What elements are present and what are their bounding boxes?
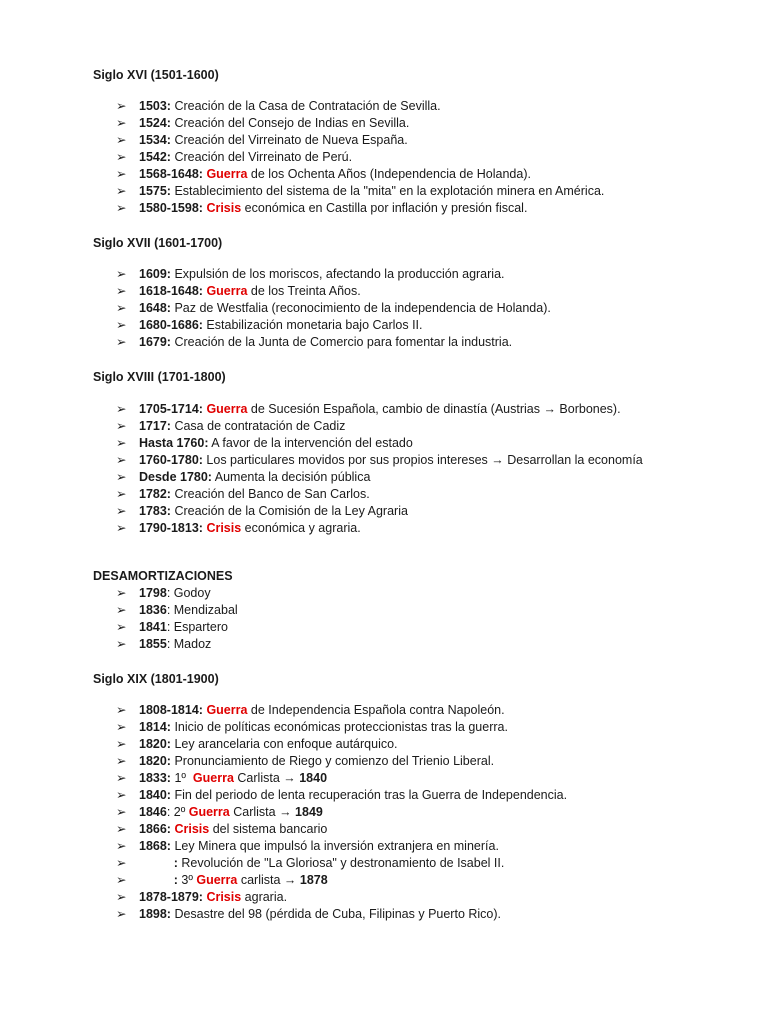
bullet-arrow-icon: ➢	[116, 822, 127, 836]
event-description: Creación de la Casa de Contratación de Sevilla.	[170, 99, 441, 113]
event-keyword: Guerra	[206, 284, 248, 298]
event-description: Aumenta la decisión pública	[211, 470, 371, 484]
event-year: 1534:	[139, 133, 171, 147]
bullet-arrow-icon: ➢	[116, 603, 127, 617]
event-year: 1680-1686:	[139, 318, 203, 332]
bullet-arrow-icon: ➢	[116, 873, 127, 887]
event-description: de Sucesión Española, cambio de dinastía (Austrias → Borbones).	[247, 402, 621, 416]
event-keyword: Guerra	[192, 771, 234, 785]
list-item	[116, 115, 716, 132]
list-item	[116, 132, 716, 149]
event-ordinal: 1º	[170, 771, 193, 785]
event-description: Carlista →	[229, 805, 296, 819]
event-year: 1868:	[139, 839, 171, 853]
section-heading-siglo-xix: Siglo XIX (1801-1900)	[93, 672, 219, 686]
bullet-arrow-icon: ➢	[116, 116, 127, 130]
event-description: de los Treinta Años.	[247, 284, 361, 298]
list-item	[116, 401, 716, 418]
event-description: : Madoz	[166, 637, 212, 651]
event-description: Los particulares movidos por sus propios intereses → Desarrollan la economía	[202, 453, 643, 467]
list-item	[116, 906, 716, 923]
event-description: económica en Castilla por inflación y presión fiscal.	[241, 201, 528, 215]
bullet-arrow-icon: ➢	[116, 805, 127, 819]
list-item	[116, 317, 716, 334]
event-year: :	[139, 873, 178, 887]
event-list-siglo-xviii	[116, 401, 716, 537]
event-description: : Mendizabal	[166, 603, 238, 617]
event-year: 1679:	[139, 335, 171, 349]
event-description: Expulsión de los moriscos, afectando la producción agraria.	[170, 267, 505, 281]
event-keyword: Crisis	[206, 890, 242, 904]
bullet-arrow-icon: ➢	[116, 133, 127, 147]
event-description: carlista →	[237, 873, 300, 887]
bullet-arrow-icon: ➢	[116, 419, 127, 433]
bullet-arrow-icon: ➢	[116, 771, 127, 785]
bullet-arrow-icon: ➢	[116, 284, 127, 298]
event-year: 1846	[139, 805, 167, 819]
bullet-arrow-icon: ➢	[116, 402, 127, 416]
event-year: 1798	[139, 586, 167, 600]
bullet-arrow-icon: ➢	[116, 335, 127, 349]
event-year: 1542:	[139, 150, 171, 164]
event-description: económica y agraria.	[241, 521, 361, 535]
event-year: 1820:	[139, 737, 171, 751]
event-description: Desastre del 98 (pérdida de Cuba, Filipinas y Puerto Rico).	[170, 907, 502, 921]
event-description: Casa de contratación de Cadiz	[170, 419, 346, 433]
list-item	[116, 98, 716, 115]
event-year: 1814:	[139, 720, 171, 734]
event-description: Establecimiento del sistema de la "mita" en la explotación minera en América.	[170, 184, 605, 198]
event-year: Hasta 1760:	[139, 436, 209, 450]
section-heading-siglo-xvii: Siglo XVII (1601-1700)	[93, 236, 223, 250]
bullet-arrow-icon: ➢	[116, 487, 127, 501]
bullet-arrow-icon: ➢	[116, 637, 127, 651]
event-year: Desde 1780:	[139, 470, 212, 484]
event-keyword: Crisis	[206, 201, 242, 215]
event-description: Creación de la Comisión de la Ley Agraria	[170, 504, 408, 518]
event-description: de los Ochenta Años (Independencia de Holanda).	[247, 167, 531, 181]
section-heading-desamortizaciones: DESAMORTIZACIONES	[93, 569, 233, 583]
event-year: 1841	[139, 620, 167, 634]
event-keyword: Guerra	[206, 402, 248, 416]
bullet-arrow-icon: ➢	[116, 907, 127, 921]
event-end-year: 1878	[299, 873, 328, 887]
bullet-arrow-icon: ➢	[116, 504, 127, 518]
list-item	[116, 719, 716, 736]
event-description: agraria.	[241, 890, 288, 904]
list-item	[116, 619, 716, 636]
event-list-siglo-xvii	[116, 266, 716, 351]
list-item	[116, 435, 716, 452]
event-description: : Espartero	[166, 620, 228, 634]
event-ordinal: 3º	[177, 873, 197, 887]
list-item	[116, 636, 716, 653]
bullet-arrow-icon: ➢	[116, 150, 127, 164]
event-year: 1503:	[139, 99, 171, 113]
bullet-arrow-icon: ➢	[116, 453, 127, 467]
list-item	[116, 520, 716, 537]
event-year: 1783:	[139, 504, 171, 518]
list-item	[116, 753, 716, 770]
list-item	[116, 166, 716, 183]
list-item	[116, 300, 716, 317]
event-year: 1609:	[139, 267, 171, 281]
event-keyword: Guerra	[206, 167, 248, 181]
event-keyword: Guerra	[196, 873, 238, 887]
event-end-year: 1849	[295, 805, 323, 819]
event-year: 1568-1648:	[139, 167, 203, 181]
event-description: Inicio de políticas económicas proteccionistas tras la guerra.	[170, 720, 508, 734]
list-item	[116, 283, 716, 300]
event-year: :	[139, 856, 178, 870]
event-description: de Independencia Española contra Napoleón.	[247, 703, 505, 717]
list-item	[116, 602, 716, 619]
event-description: Revolución de "La Gloriosa" y destronamiento de Isabel II.	[177, 856, 505, 870]
bullet-arrow-icon: ➢	[116, 839, 127, 853]
bullet-arrow-icon: ➢	[116, 318, 127, 332]
event-year: 1833:	[139, 771, 171, 785]
event-description: del sistema bancario	[209, 822, 328, 836]
event-year: 1618-1648:	[139, 284, 203, 298]
event-year: 1855	[139, 637, 167, 651]
event-description: Fin del periodo de lenta recuperación tras la Guerra de Independencia.	[170, 788, 568, 802]
bullet-arrow-icon: ➢	[116, 620, 127, 634]
event-list-siglo-xvi	[116, 98, 716, 217]
bullet-arrow-icon: ➢	[116, 184, 127, 198]
event-description: Creación del Virreinato de Nueva España.	[170, 133, 408, 147]
event-list-desamortizaciones	[116, 585, 716, 653]
event-year: 1790-1813:	[139, 521, 203, 535]
event-year: 1808-1814:	[139, 703, 203, 717]
bullet-arrow-icon: ➢	[116, 737, 127, 751]
bullet-arrow-icon: ➢	[116, 856, 127, 870]
list-item	[116, 872, 716, 889]
bullet-arrow-icon: ➢	[116, 586, 127, 600]
event-year: 1840:	[139, 788, 171, 802]
list-item	[116, 585, 716, 602]
event-description: Creación del Banco de San Carlos.	[170, 487, 370, 501]
event-description: Ley Minera que impulsó la inversión extranjera en minería.	[170, 839, 499, 853]
list-item	[116, 821, 716, 838]
event-description: Ley arancelaria con enfoque autárquico.	[170, 737, 398, 751]
event-year: 1717:	[139, 419, 171, 433]
event-description: Carlista →	[233, 771, 300, 785]
bullet-arrow-icon: ➢	[116, 890, 127, 904]
bullet-arrow-icon: ➢	[116, 470, 127, 484]
event-description: Creación del Consejo de Indias en Sevilla.	[170, 116, 410, 130]
list-item	[116, 334, 716, 351]
event-year: 1575:	[139, 184, 171, 198]
list-item	[116, 838, 716, 855]
list-item	[116, 787, 716, 804]
event-keyword: Crisis	[174, 822, 210, 836]
event-year: 1898:	[139, 907, 171, 921]
bullet-arrow-icon: ➢	[116, 301, 127, 315]
event-list-siglo-xix	[116, 702, 716, 923]
list-item	[116, 452, 716, 469]
event-year: 1760-1780:	[139, 453, 203, 467]
list-item	[116, 418, 716, 435]
event-year: 1878-1879:	[139, 890, 203, 904]
list-item	[116, 736, 716, 753]
event-year: 1580-1598:	[139, 201, 203, 215]
event-year: 1705-1714:	[139, 402, 203, 416]
event-keyword: Crisis	[206, 521, 242, 535]
event-year: 1820:	[139, 754, 171, 768]
event-year: 1648:	[139, 301, 171, 315]
event-year: 1836	[139, 603, 167, 617]
event-end-year: 1840	[299, 771, 328, 785]
bullet-arrow-icon: ➢	[116, 267, 127, 281]
event-keyword: Guerra	[206, 703, 248, 717]
list-item	[116, 266, 716, 283]
list-item	[116, 804, 716, 821]
bullet-arrow-icon: ➢	[116, 99, 127, 113]
event-keyword: Guerra	[188, 805, 230, 819]
list-item	[116, 149, 716, 166]
list-item	[116, 503, 716, 520]
event-description: Creación del Virreinato de Perú.	[170, 150, 353, 164]
event-description: : Godoy	[166, 586, 211, 600]
list-item	[116, 770, 716, 787]
list-item	[116, 889, 716, 906]
event-description: Estabilización monetaria bajo Carlos II.	[202, 318, 423, 332]
bullet-arrow-icon: ➢	[116, 201, 127, 215]
event-year: 1866:	[139, 822, 171, 836]
event-year: 1782:	[139, 487, 171, 501]
list-item	[116, 702, 716, 719]
list-item	[116, 200, 716, 217]
list-item	[116, 855, 716, 872]
list-item	[116, 469, 716, 486]
event-description: Paz de Westfalia (reconocimiento de la independencia de Holanda).	[170, 301, 551, 315]
bullet-arrow-icon: ➢	[116, 167, 127, 181]
bullet-arrow-icon: ➢	[116, 720, 127, 734]
section-heading-siglo-xviii: Siglo XVIII (1701-1800)	[93, 370, 226, 384]
bullet-arrow-icon: ➢	[116, 703, 127, 717]
event-ordinal: : 2º	[166, 805, 189, 819]
bullet-arrow-icon: ➢	[116, 754, 127, 768]
section-heading-siglo-xvi: Siglo XVI (1501-1600)	[93, 68, 219, 82]
list-item	[116, 183, 716, 200]
bullet-arrow-icon: ➢	[116, 788, 127, 802]
bullet-arrow-icon: ➢	[116, 436, 127, 450]
event-description: Pronunciamiento de Riego y comienzo del Trienio Liberal.	[170, 754, 495, 768]
bullet-arrow-icon: ➢	[116, 521, 127, 535]
event-description: Creación de la Junta de Comercio para fomentar la industria.	[170, 335, 513, 349]
list-item	[116, 486, 716, 503]
event-description: A favor de la intervención del estado	[208, 436, 413, 450]
event-year: 1524:	[139, 116, 171, 130]
